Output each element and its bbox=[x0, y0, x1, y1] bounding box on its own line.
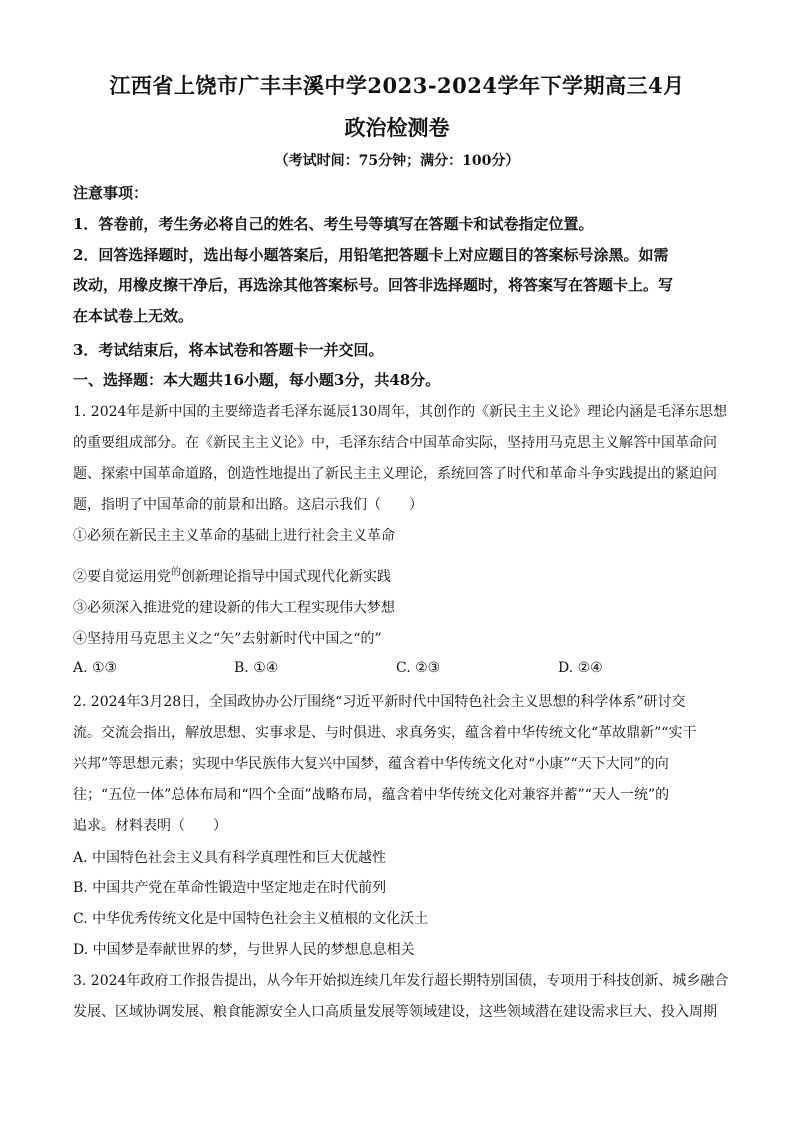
q1-stem-line1: 1. 2024年是新中国的主要缔造者毛泽东诞辰130周年，其创作的《新民主主义论》理论内涵是毛泽东思想 bbox=[73, 404, 728, 420]
q1-option-b: B. ①④ bbox=[234, 660, 279, 676]
q1-stem-line4: 题，指明了中国革命的前景和出路。这启示我们（ ） bbox=[73, 497, 423, 513]
q1-statement-4: ④坚持用马克思主义之“矢”去射新时代中国之“的” bbox=[73, 631, 382, 647]
q1-statement-2-part-b: 创新理论指导中国式现代化新实践 bbox=[181, 569, 391, 585]
q2-option-b: B. 中国共产党在革命性锻造中坚定地走在时代前列 bbox=[73, 880, 387, 896]
section-heading: 一、选择题：本大题共16小题，每小题3分，共48分。 bbox=[73, 371, 441, 389]
q2-stem-line5: 追求。材料表明（ ） bbox=[73, 818, 227, 834]
q1-option-d: D. ②④ bbox=[558, 660, 603, 676]
q2-option-d: D. 中国梦是奉献世界的梦，与世界人民的梦想息息相关 bbox=[73, 942, 415, 958]
q1-statement-2-superscript: 的 bbox=[171, 567, 181, 578]
q1-stem-line3: 题、探索中国革命道路，创造性地提出了新民主主义理论，系统回答了时代和革命斗争实践提出的紧迫问 bbox=[73, 466, 717, 482]
q1-option-a: A. ①③ bbox=[73, 660, 118, 676]
q3-stem-line2: 发展、区域协调发展、粮食能源安全人口高质量发展等领域建设，这些领域潜在建设需求巨大、投入周期 bbox=[73, 1004, 717, 1020]
q2-stem-line3: 兴邦”等思想元素；实现中华民族伟大复兴中国梦，蕴含着中华传统文化对“小康”“天下大同”的向 bbox=[73, 756, 669, 772]
q2-stem-line4: 往；“五位一体”总体布局和“四个全面”战略布局，蕴含着中华传统文化对兼容并蓄”“天人一统”的 bbox=[73, 787, 670, 803]
notice-item-2-line1: 2．回答选择题时，选出每小题答案后，用铅笔把答题卡上对应题目的答案标号涂黑。如需 bbox=[73, 246, 669, 264]
q2-stem-line1: 2. 2024年3月28日，全国政协办公厅围绕“习近平新时代中国特色社会主义思想的科学体系”研讨交 bbox=[73, 694, 686, 710]
exam-title-line1: 江西省上饶市广丰丰溪中学2023-2024学年下学期高三4月 bbox=[109, 73, 685, 98]
q1-statement-2-part-a: ②要自觉运用党 bbox=[73, 569, 171, 585]
notice-item-3: 3．考试结束后，将本试卷和答题卡一并交回。 bbox=[73, 341, 384, 359]
exam-title-line2: 政治检测卷 bbox=[344, 115, 450, 140]
exam-subtitle: （考试时间：75分钟；满分：100分） bbox=[274, 153, 520, 169]
q1-statement-3: ③必须深入推进党的建设新的伟大工程实现伟大梦想 bbox=[73, 600, 395, 616]
q2-option-a: A. 中国特色社会主义具有科学真理性和巨大优越性 bbox=[73, 850, 387, 866]
notice-item-1: 1．答卷前，考生务必将自己的姓名、考生号等填写在答题卡和试卷指定位置。 bbox=[73, 215, 594, 233]
q1-option-c: C. ②③ bbox=[396, 660, 441, 676]
notice-item-2-line2: 改动，用橡皮擦干净后，再选涂其他答案标号。回答非选择题时，将答案写在答题卡上。写 bbox=[73, 276, 674, 294]
q2-option-c: C. 中华优秀传统文化是中国特色社会主义植根的文化沃土 bbox=[73, 911, 429, 927]
q2-stem-line2: 流。交流会指出，解放思想、实事求是、与时俱进、求真务实，蕴含着中华传统文化“革故鼎新”“实干 bbox=[73, 725, 697, 741]
q1-statement-1: ①必须在新民主主义革命的基础上进行社会主义革命 bbox=[73, 528, 395, 544]
q3-stem-line1: 3. 2024年政府工作报告提出，从今年开始拟连续几年发行超长期特别国债，专项用于科技创新、城乡融合 bbox=[73, 973, 729, 989]
notice-heading: 注意事项： bbox=[73, 184, 149, 202]
notice-item-2-line3: 在本试卷上无效。 bbox=[73, 307, 194, 325]
q1-statement-2 bbox=[73, 563, 391, 586]
q1-stem-line2: 的重要组成部分。在《新民主主义论》中，毛泽东结合中国革命实际，坚持用马克思主义解答中国革命问 bbox=[73, 435, 717, 451]
